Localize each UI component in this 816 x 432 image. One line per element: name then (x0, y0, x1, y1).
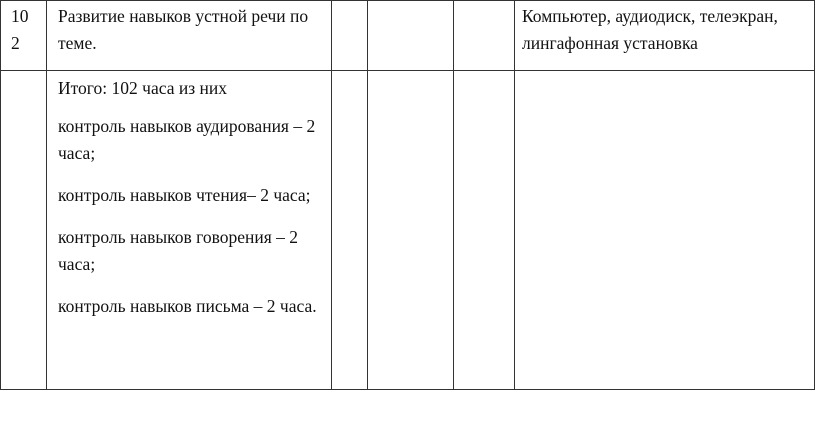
control-item: контроль навыков говорения – 2 часа; (58, 227, 299, 274)
empty-cell (368, 1, 454, 71)
empty-cell (368, 71, 454, 390)
control-item: контроль навыков письма – 2 часа. (58, 296, 317, 316)
control-item: контроль навыков чтения– 2 часа; (58, 185, 311, 205)
empty-cell (454, 1, 515, 71)
table-row (1, 71, 815, 390)
empty-cell (454, 71, 515, 390)
lesson-topic: Развитие навыков устной речи по теме. (58, 6, 309, 53)
empty-cell (332, 1, 368, 71)
empty-cell (1, 71, 47, 390)
lesson-number-cell (1, 1, 47, 71)
table-row (1, 1, 815, 71)
empty-cell (332, 71, 368, 390)
lesson-topic-cell (47, 1, 332, 71)
equipment-cell (515, 1, 815, 71)
total-cell (47, 71, 332, 390)
lesson-number-line2: 2 (11, 33, 20, 53)
total-hours: Итого: 102 часа из них (58, 78, 227, 98)
empty-cell (515, 71, 815, 390)
control-item: контроль навыков аудирования – 2 часа; (58, 116, 316, 163)
lesson-equipment: Компьютер, аудиодиск, телеэкран, лингафонная установка (522, 6, 778, 53)
lesson-number-line1: 10 (11, 6, 29, 26)
